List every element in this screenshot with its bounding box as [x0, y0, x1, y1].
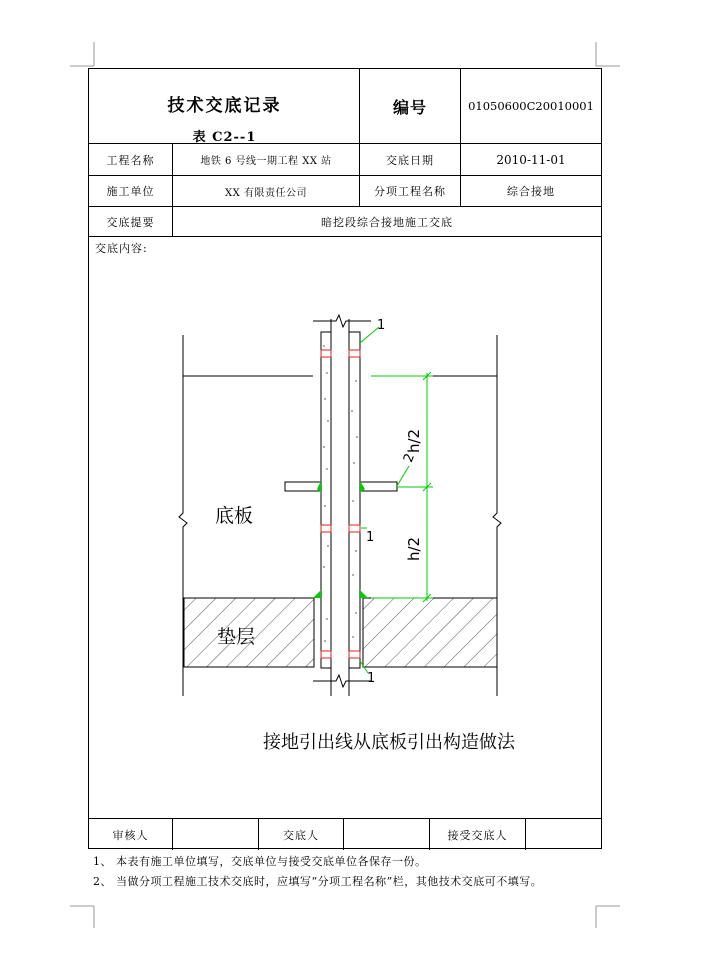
- content-area: [89, 237, 601, 819]
- project-name-cell: [173, 144, 360, 175]
- project-name-label: 工程名称: [106, 153, 155, 167]
- code-value-cell: [461, 69, 601, 143]
- slab-label: 底板: [215, 505, 254, 527]
- reviewer-label: 审核人: [112, 828, 149, 842]
- form-number: 表 C2--1: [192, 130, 257, 145]
- contractor-label-cell: [89, 176, 173, 206]
- date-label-cell: [360, 144, 461, 175]
- code-value: 01050600C20010001: [468, 99, 594, 113]
- receiver-label-cell: [430, 819, 526, 850]
- contractor-row: [89, 176, 601, 207]
- subproject-cell: [461, 176, 601, 206]
- receiver-label: 接受交底人: [447, 828, 508, 842]
- form-title: 技术交底记录: [167, 96, 282, 116]
- date-label: 交底日期: [386, 153, 434, 167]
- vertical-members: [313, 315, 371, 696]
- project-row: [89, 144, 601, 176]
- code-label: 编号: [392, 97, 427, 117]
- discloser-signature-cell[interactable]: [344, 819, 430, 850]
- discloser-label-cell: [259, 819, 344, 850]
- code-label-cell: [360, 69, 461, 143]
- summary-label-cell: [89, 207, 173, 236]
- date-value: 2010-11-01: [496, 152, 566, 167]
- callout-1-top: 1: [377, 318, 386, 333]
- reviewer-label-cell: [89, 819, 173, 850]
- summary-label: 交底提要: [106, 215, 155, 229]
- disclosure-form: [88, 68, 602, 849]
- callout-1-mid: 1: [366, 530, 375, 545]
- summary-row: [89, 207, 601, 237]
- project-name-label-cell: [89, 144, 173, 175]
- subproject-label-cell: [360, 176, 461, 206]
- grounding-detail-drawing: [89, 237, 601, 819]
- contractor-cell: [173, 176, 360, 206]
- grounding-lead-bars: [285, 482, 397, 491]
- summary-text: 暗挖段综合接地施工交底: [321, 215, 453, 229]
- contractor-name: XX 有限责任公司: [225, 187, 307, 199]
- title-cell: [89, 69, 360, 143]
- receiver-signature-cell[interactable]: [526, 819, 601, 850]
- subproject-label: 分项工程名称: [374, 185, 446, 198]
- contractor-label: 施工单位: [106, 185, 155, 198]
- cushion-label: 垫层: [217, 626, 256, 648]
- summary-cell: [173, 207, 601, 236]
- note-2: 2、 当做分项工程施工技术交底时，应填写“分项工程名称”栏，其他技术交底可不填写。: [93, 875, 543, 888]
- callout-1-bottom: 1: [367, 671, 376, 686]
- content-label: 交底内容:: [95, 242, 148, 255]
- callout-2: 2: [401, 451, 418, 465]
- note-1: 1、 本表有施工单位填写，交底单位与接受交底单位各保存一份。: [93, 855, 427, 868]
- project-name: 地铁 6 号线一期工程 XX 站: [200, 156, 332, 167]
- date-cell: [461, 144, 601, 175]
- subproject-name: 综合接地: [507, 185, 555, 198]
- header-row: [89, 69, 601, 144]
- drawing-caption: 接地引出线从底板引出构造做法: [263, 732, 515, 753]
- signature-row: [89, 819, 601, 850]
- dim-lower-text: h/2: [405, 536, 423, 561]
- reviewer-signature-cell[interactable]: [173, 819, 259, 850]
- discloser-label: 交底人: [283, 828, 319, 842]
- dim-upper-text: h/2: [405, 428, 423, 453]
